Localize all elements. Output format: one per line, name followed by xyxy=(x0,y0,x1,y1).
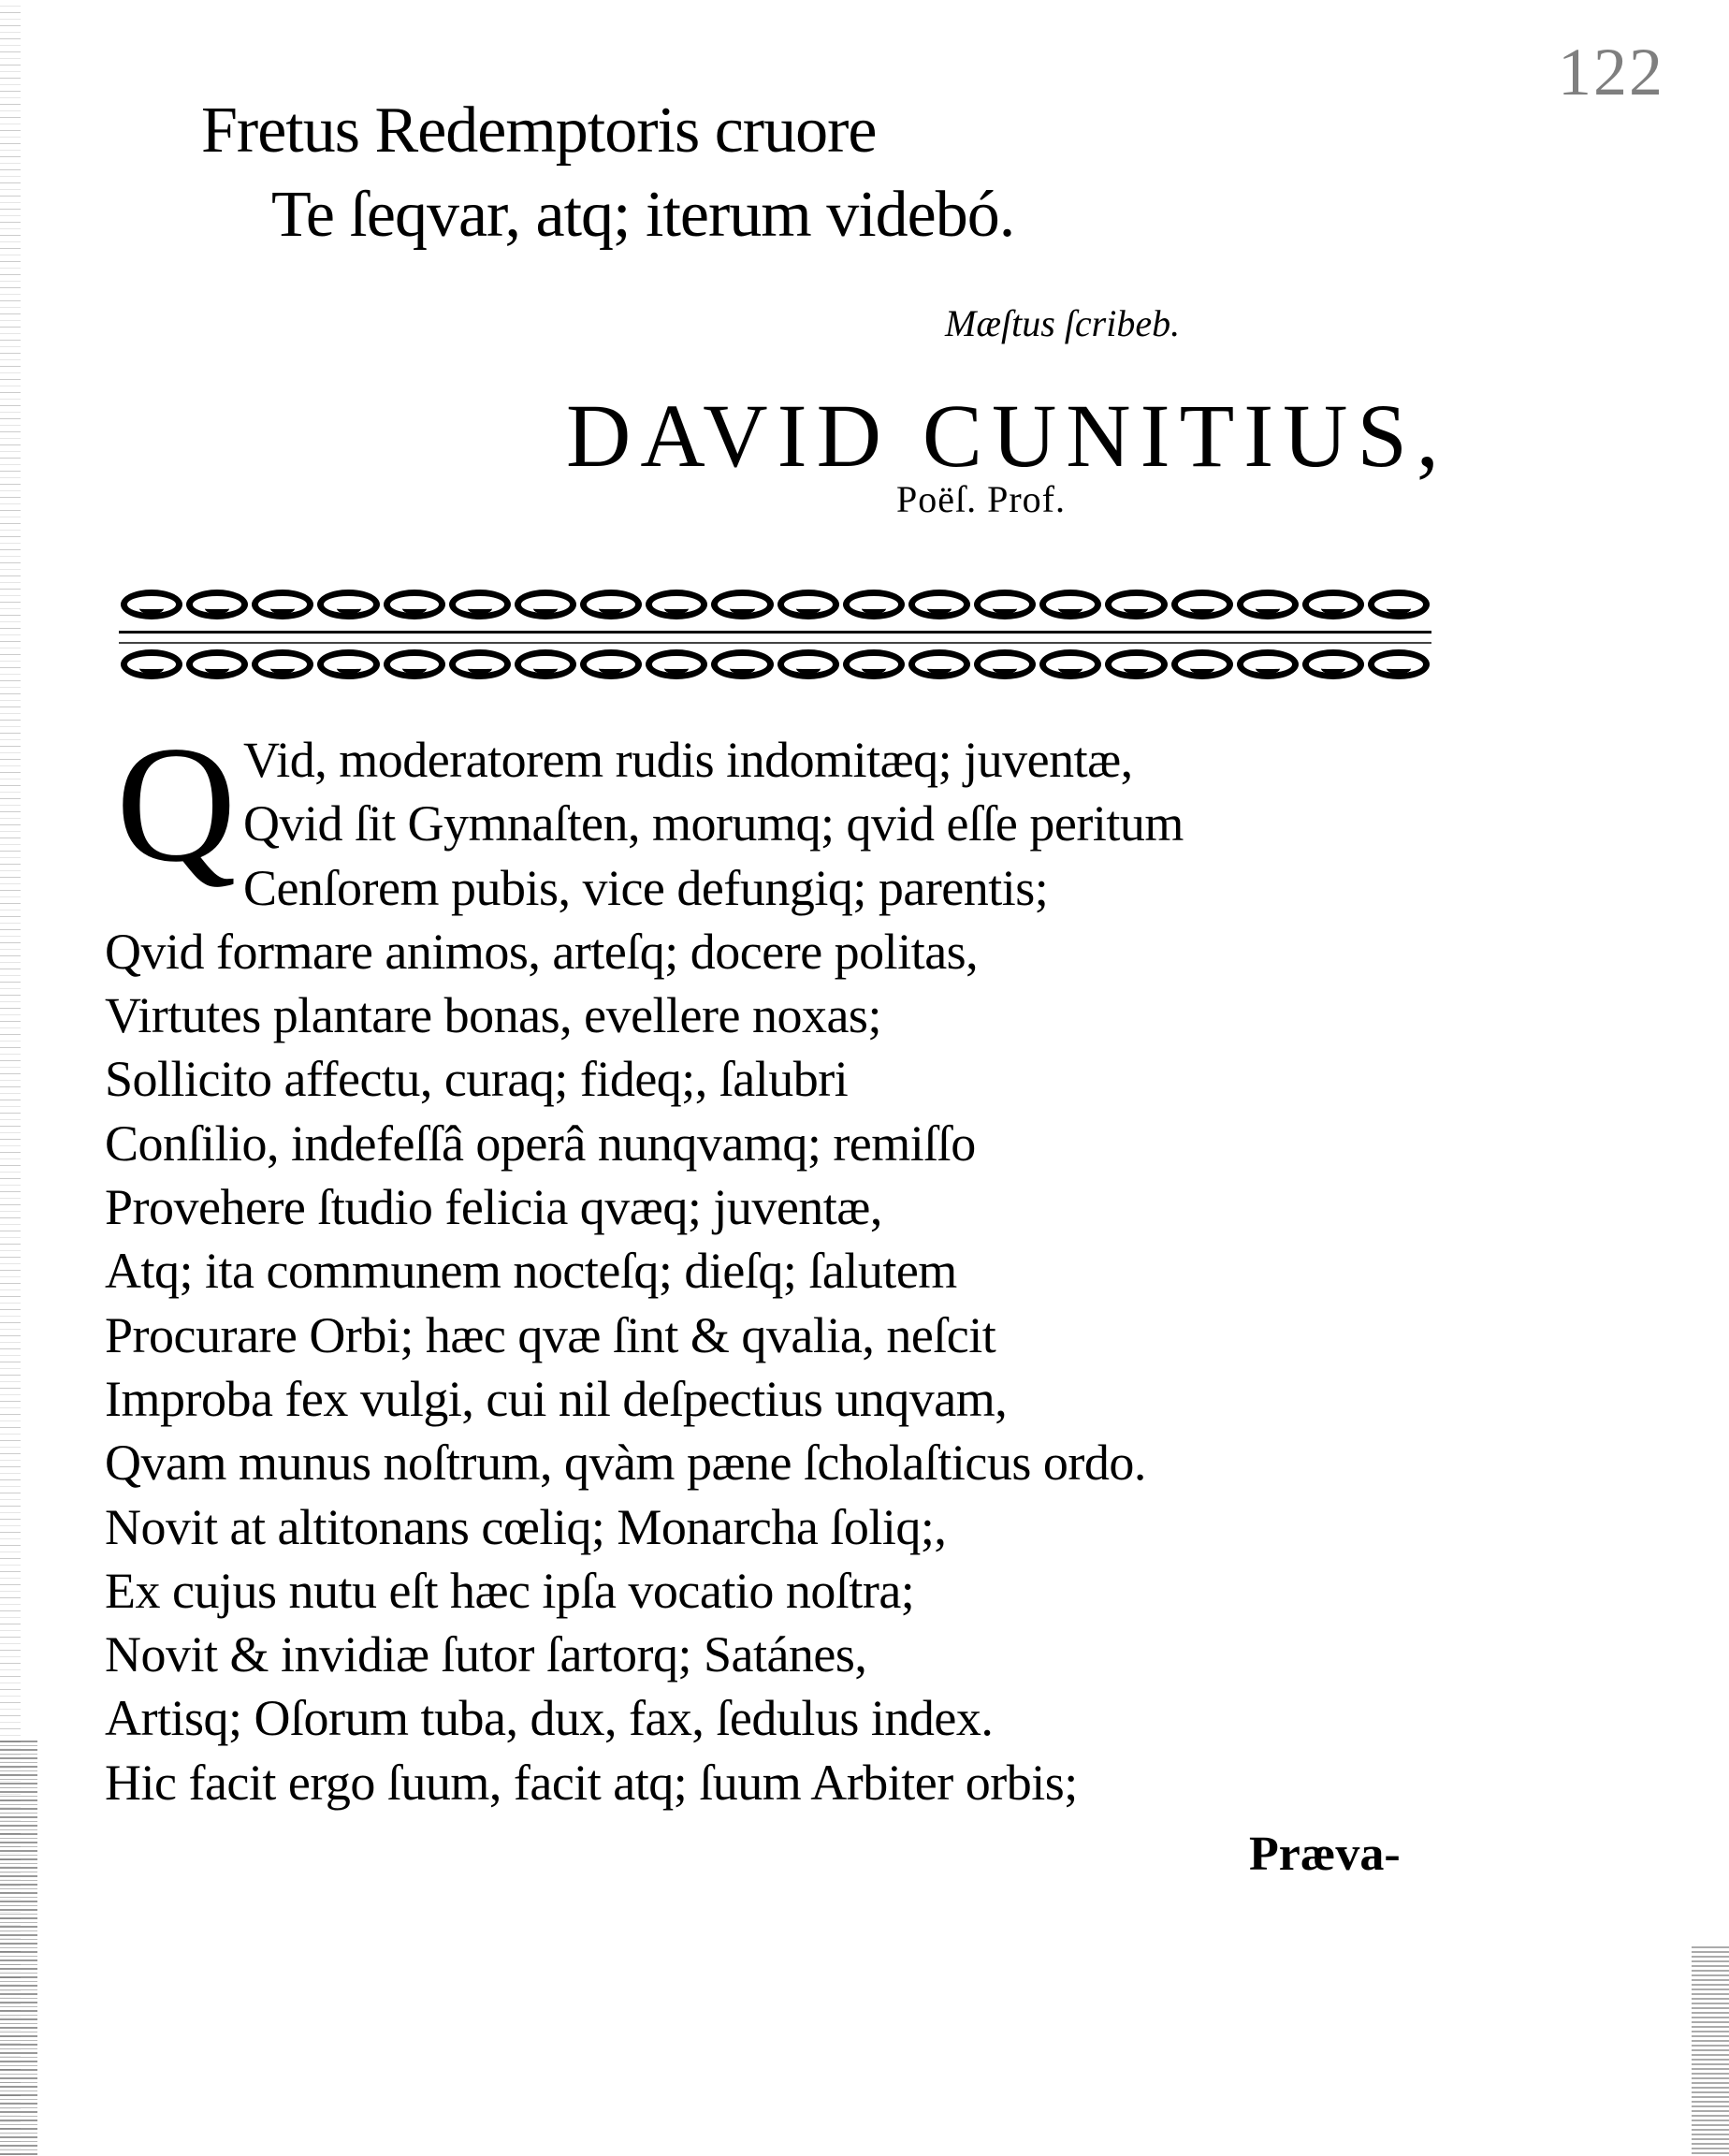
poem-line: Qvam munus noſtrum, qvàm pæne ſcholaſticus ordo. xyxy=(105,1435,1146,1492)
poem-line: Novit at altitonans cœliq; Monarcha ſoliq;, xyxy=(105,1498,947,1555)
ornament-row xyxy=(119,590,1431,623)
poem-line: Cenſorem pubis, vice defungiq; parentis; xyxy=(243,859,1049,916)
scan-edge-noise xyxy=(0,1741,37,2156)
signoff: Mæſtus ſcribeb. xyxy=(945,302,1181,344)
poem-line: Sollicito affectu, curaq; fideq;, ſalubri xyxy=(105,1051,849,1108)
poem-line: Conſilio, indefeſſâ operâ nunqvamq; remiſſo xyxy=(105,1114,976,1172)
poem-line: Provehere ſtudio felicia qvæq; juventæ, xyxy=(105,1179,882,1236)
ornament-border-icon xyxy=(119,590,1431,683)
poem-line: Virtutes plantare bonas, evellere noxas; xyxy=(105,987,881,1044)
catchword: Præva- xyxy=(1249,1828,1401,1881)
poem-line: Artisq; Oſorum tuba, dux, fax, ſedulus index. xyxy=(105,1690,994,1747)
motto-line: Fretus Redemptoris cruore xyxy=(201,95,877,167)
poem-line: Procurare Orbi; hæc qvæ ſint & qvalia, neſcit xyxy=(105,1306,996,1363)
poem-body xyxy=(105,711,1433,1814)
poem-line: Vid, moderatorem rudis indomitæq; juventæ, xyxy=(243,732,1133,788)
poem-line: Qvid formare animos, arteſq; docere politas, xyxy=(105,923,979,980)
poem-line: Qvid ſit Gymnaſten, morumq; qvid eſſe peritum xyxy=(243,795,1184,852)
drop-cap: Q xyxy=(116,711,237,896)
author-name: DAVID CUNITIUS, xyxy=(566,386,1448,486)
scan-edge-noise xyxy=(1692,1946,1729,2156)
ornament-rule xyxy=(119,642,1431,644)
page-number: 122 xyxy=(1558,35,1664,109)
ornament-rule xyxy=(119,631,1431,634)
poem-line: Hic facit ergo ſuum, facit atq; ſuum Arbiter orbis; xyxy=(105,1754,1078,1811)
motto-line: Te ſeqvar, atq; iterum videbó. xyxy=(271,179,1015,251)
ornament-row xyxy=(119,649,1431,683)
author-title: Poëſ. Prof. xyxy=(896,478,1066,520)
poem-line: Atq; ita communem nocteſq; dieſq; ſalutem xyxy=(105,1243,957,1300)
poem-line: Ex cujus nutu eſt hæc ipſa vocatio noſtra; xyxy=(105,1562,915,1619)
poem-line: Improba fex vulgi, cui nil deſpectius unqvam, xyxy=(105,1370,1008,1427)
poem-line: Novit & invidiæ ſutor ſartorq; Satánes, xyxy=(105,1626,867,1683)
